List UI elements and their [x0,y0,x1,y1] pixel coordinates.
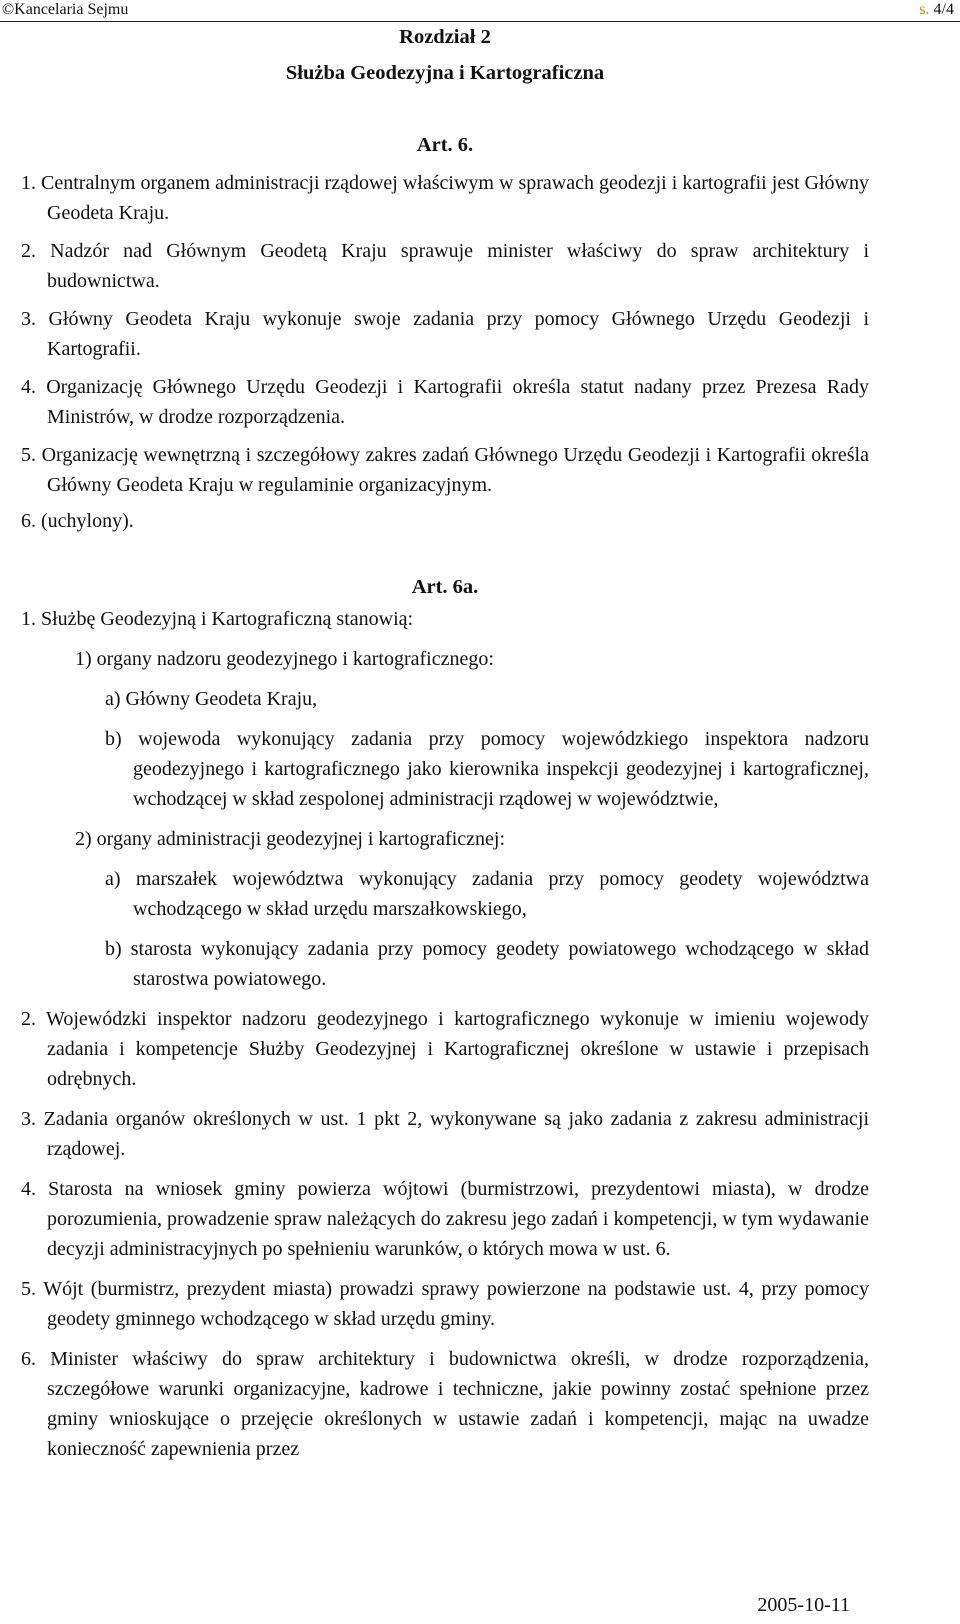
art6-paragraph-5: 5. Organizację wewnętrzną i szczegółowy zakres zadań Głównego Urzędu Geodezji i Kartografii określa Główny Geodeta Kraju w regulaminie organizacyjnym. [21,444,869,496]
chapter-title: Służba Geodezyjna i Kartograficzna [285,62,605,84]
document-body [21,22,869,1464]
art6a-paragraph-5: 5. Wójt (burmistrz, prezydent miasta) prowadzi sprawy powierzone na podstawie ust. 4, przy pomocy geodety gminnego wchodzącego w skład urzędu gminy. [21,1278,869,1330]
art6a-paragraph-6: 6. Minister właściwy do spraw architektury i budownictwa określi, w drodze rozporządzenia, szczegółowe warunki organizacyjne, kadrowe i techniczne, jakie powinny zostać spełnione przez gminy wnioskujące o przejęcie określonych w ustawie zadań i kompetencji, mając na uwadze konieczność zapewnienia przez [21,1348,869,1460]
art6a-point-2-letter-a: a) marszałek województwa wykonujący zadania przy pomocy geodety województwa wchodzącego w skład urzędu marszałkowskiego, [105,868,869,920]
footer-date: 2005-10-11 [757,1594,850,1616]
art6a-paragraph-4: 4. Starosta na wniosek gminy powierza wójtowi (burmistrzowi, prezydentowi miasta), w drodze porozumienia, prowadzenie spraw należących do zakresu jego zadań i kompetencji, w tym wydawanie decyzji administracyjnych po spełnieniu warunków, o których mowa w ust. 6. [21,1178,869,1260]
art6a-point-1-letter-a: a) Główny Geodeta Kraju, [105,688,318,710]
art6a-paragraph-1-intro: 1. Służbę Geodezyjną i Kartograficzną stanowią: [21,608,414,630]
art6a-point-1-letter-b: b) wojewoda wykonujący zadania przy pomocy wojewódzkiego inspektora nadzoru geodezyjnego i kartograficznego jako kierownika inspekcji geodezyjnej i kartograficznej, wchodzącej w skład zespolonej administracji rządowej w województwie, [105,728,869,810]
art6-paragraph-2: 2. Nadzór nad Głównym Geodetą Kraju sprawuje minister właściwy do spraw architektury i budownictwa. [21,240,869,292]
art6a-point-1: 1) organy nadzoru geodezyjnego i kartograficznego: [75,648,494,670]
art6-paragraph-3: 3. Główny Geodeta Kraju wykonuje swoje zadania przy pomocy Głównego Urzędu Geodezji i Kartografii. [21,308,869,360]
art6a-paragraph-2: 2. Wojewódzki inspektor nadzoru geodezyjnego i kartograficznego wykonuje w imieniu wojewody zadania i kompetencje Służby Geodezyjnej i Kartograficznej określone w ustawie i przepisach odrębnych. [21,1008,869,1090]
art6-paragraph-6: 6. (uchylony). [21,510,134,532]
page-header [0,0,960,22]
article-6a-title: Art. 6a. [411,576,479,598]
art6a-paragraph-3: 3. Zadania organów określonych w ust. 1 pkt 2, wykonywane są jako zadania z zakresu administracji rządowej. [21,1108,869,1160]
article-6-title: Art. 6. [416,134,474,156]
art6-paragraph-4: 4. Organizację Głównego Urzędu Geodezji i Kartografii określa statut nadany przez Prezesa Rady Ministrów, w drodze rozporządzenia. [21,376,869,428]
art6-paragraph-1: 1. Centralnym organem administracji rządowej właściwym w sprawach geodezji i kartografii jest Główny Geodeta Kraju. [21,172,869,224]
header-source: ©Kancelaria Sejmu [2,1,129,18]
chapter-number: Rozdział 2 [399,26,491,48]
art6a-point-2: 2) organy administracji geodezyjnej i kartograficznej: [75,828,506,850]
page-number: s. 4/4 [919,1,954,18]
art6a-point-2-letter-b: b) starosta wykonujący zadania przy pomocy geodety powiatowego wchodzącego w skład starostwa powiatowego. [105,938,869,990]
